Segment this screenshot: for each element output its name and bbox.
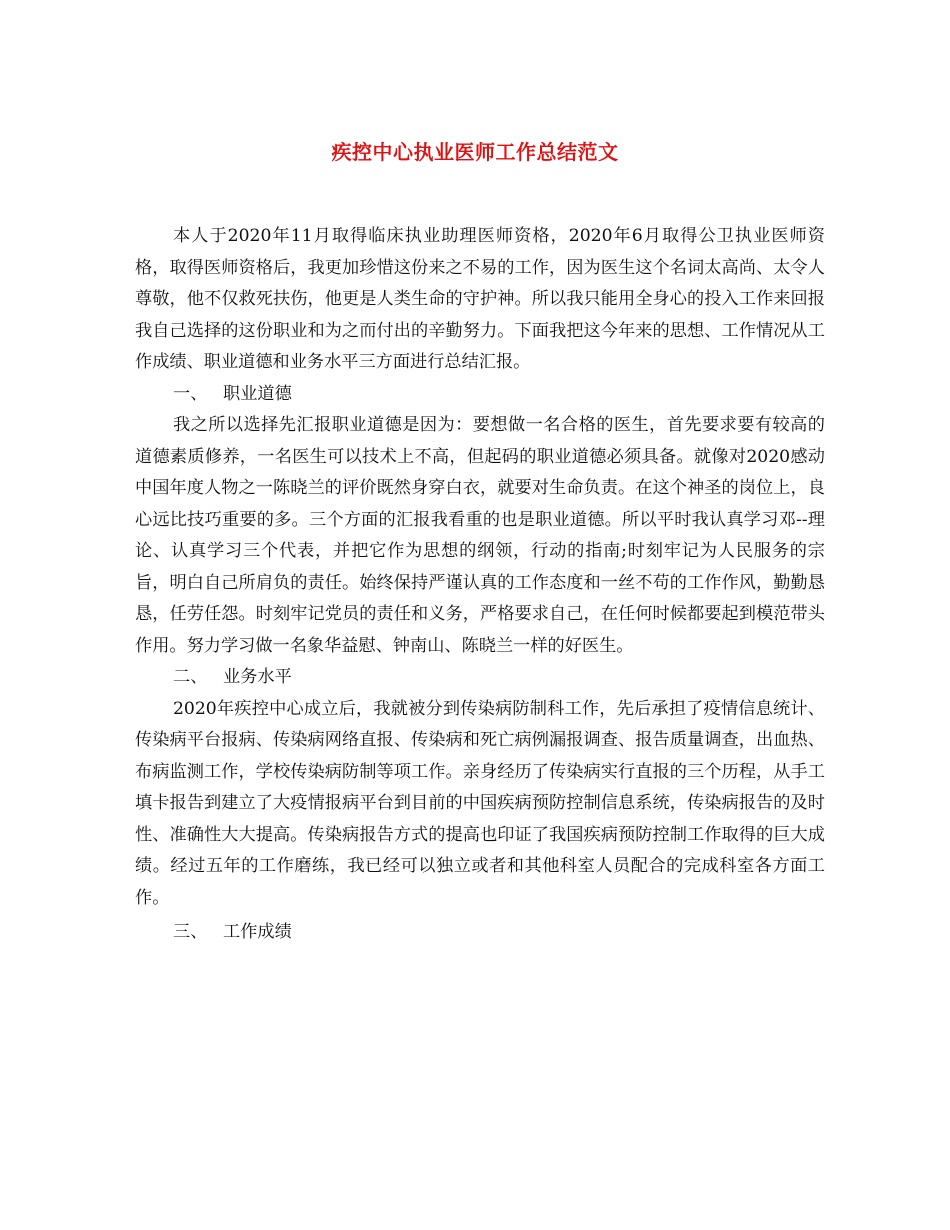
section-body-1: 我之所以选择先汇报职业道德是因为：要想做一名合格的医生，首先要求要有较高的道德素质修养，一名医生可以技术上不高，但起码的职业道德必须具备。就像对2020感动中国年度人物之一陈晓兰的评价既然身穿白衣，就要对生命负责。在这个神圣的岗位上，良心远比技巧重要的多。三个方面的汇报我看重的也是职业道德。所以平时我认真学习邓--理论、认真学习三个代表，并把它作为思想的纲领，行动的指南;时刻牢记为人民服务的宗旨，明白自己所肩负的责任。始终保持严谨认真的工作态度和一丝不苟的工作作风，勤勤恳恳，任劳任怨。时刻牢记党员的责任和义务，严格要求自己，在任何时候都要起到模范带头作用。努力学习做一名象华益慰、钟南山、陈晓兰一样的好医生。 [135,415,825,656]
section-heading-1 [135,379,825,411]
section-heading-2 [135,662,825,694]
section-title: 业务水平 [223,667,292,687]
section-number: 二、 [173,667,208,687]
document-title: 疾控中心执业医师工作总结范文 [331,140,619,164]
section-number: 一、 [173,383,208,404]
section-heading-3 [135,917,825,949]
intro-paragraph: 本人于2020年11月取得临床执业助理医师资格，2020年6月取得公卫执业医师资格，取得医师资格后，我更加珍惜这份来之不易的工作，因为医生这个名词太高尚、太令人尊敬，他不仅救死扶伤，他更是人类生命的守护神。所以我只能用全身心的投入工作来回报我自己选择的这份职业和为之而付出的辛勤努力。下面我把这今年来的思想、工作情况从工作成绩、职业道德和业务水平三方面进行总结汇报。 [135,226,825,372]
section-title: 职业道德 [223,383,292,404]
section-title: 工作成绩 [223,922,292,942]
section-body-2: 2020年疾控中心成立后，我就被分到传染病防制科工作，先后承担了疫情信息统计、传染病平台报病、传染病网络直报、传染病和死亡病例漏报调查、报告质量调查，出血热、布病监测工作，学校传染病防制等项工作。亲身经历了传染病实行直报的三个历程，从手工填卡报告到建立了大疫情报病平台到目前的中国疾病预防控制信息系统，传染病报告的及时性、准确性大大提高。传染病报告方式的提高也印证了我国疾病预防控制工作取得的巨大成绩。经过五年的工作磨练，我已经可以独立或者和其他科室人员配合的完成科室各方面工作。 [135,698,825,908]
document-body [135,221,825,949]
section-number: 三、 [173,922,208,942]
